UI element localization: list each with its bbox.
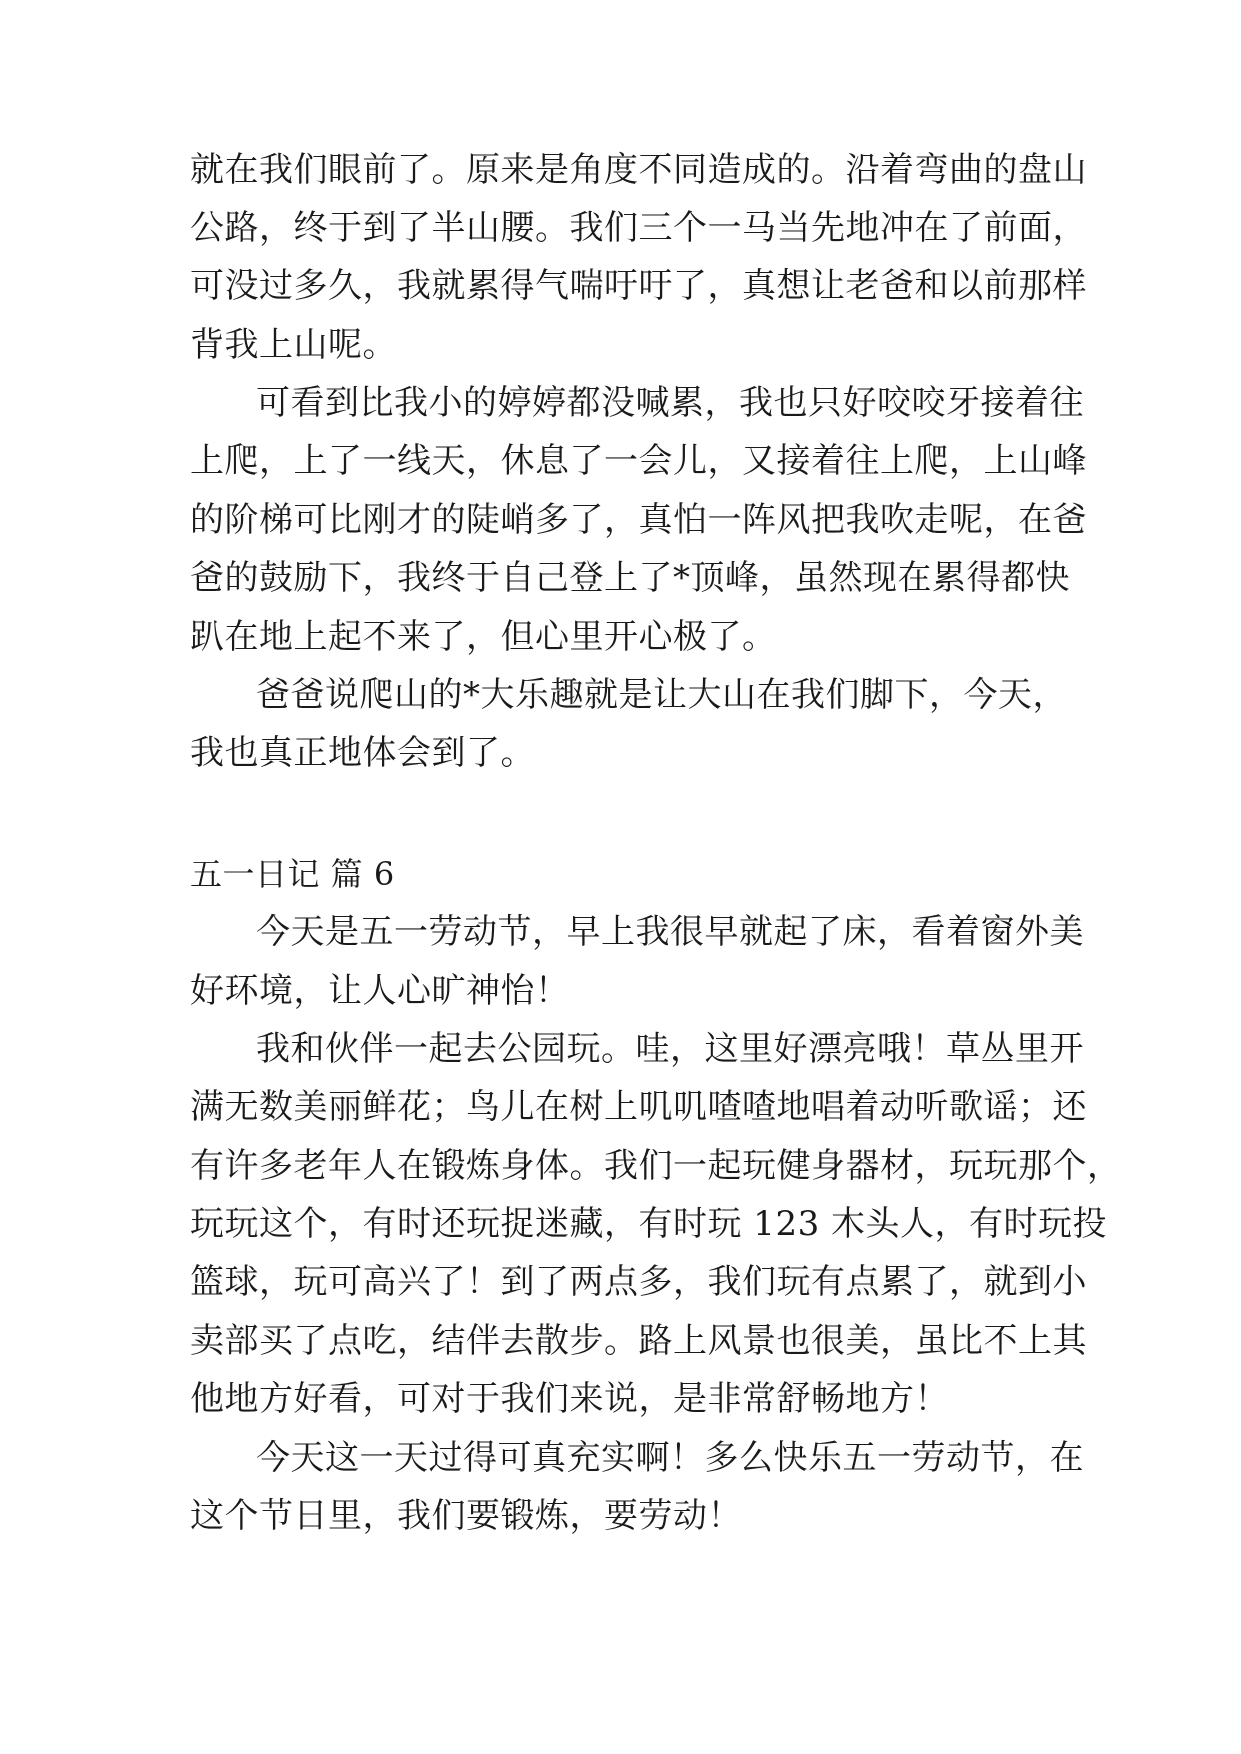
text-line: 爸的鼓励下，我终于自己登上了*顶峰，虽然现在累得都快 (190, 558, 1070, 598)
text-line: 上爬，上了一线天，休息了一会儿，又接着往上爬，上山峰 (190, 441, 1087, 481)
paragraph-first-line: 今天是五一劳动节，早上我很早就起了床，看着窗外美 (256, 912, 1084, 952)
text-line: 玩玩这个，有时还玩捉迷藏，有时玩 123 木头人，有时玩投 (190, 1204, 1108, 1244)
text-line: 我也真正地体会到了。 (190, 733, 535, 773)
text-line: 满无数美丽鲜花；鸟儿在树上叽叽喳喳地唱着动听歌谣；还 (190, 1087, 1087, 1127)
paragraph-first-line: 今天这一天过得可真充实啊！多么快乐五一劳动节，在 (256, 1438, 1084, 1478)
text-line: 篮球，玩可高兴了！到了两点多，我们玩有点累了，就到小 (190, 1262, 1087, 1302)
text-line: 的阶梯可比刚才的陡峭多了，真怕一阵风把我吹走呢，在爸 (190, 500, 1087, 540)
text-line: 卖部买了点吃，结伴去散步。路上风景也很美，虽比不上其 (190, 1321, 1087, 1361)
text-line: 趴在地上起不来了，但心里开心极了。 (190, 617, 777, 657)
text-line: 他地方好看，可对于我们来说，是非常舒畅地方！ (190, 1379, 949, 1419)
text-line: 背我上山呢。 (190, 325, 397, 365)
section-title: 五一日记 篇 6 (190, 855, 395, 893)
paragraph-first-line: 我和伙伴一起去公园玩。哇，这里好漂亮哦！草丛里开 (256, 1029, 1084, 1069)
paragraph-first-line: 爸爸说爬山的*大乐趣就是让大山在我们脚下，今天， (256, 675, 1067, 715)
text-line: 有许多老年人在锻炼身体。我们一起玩健身器材，玩玩那个， (190, 1146, 1122, 1186)
text-line: 公路，终于到了半山腰。我们三个一马当先地冲在了前面， (190, 208, 1087, 248)
text-line: 好环境，让人心旷神怡！ (190, 971, 570, 1011)
text-line: 这个节日里，我们要锻炼，要劳动！ (190, 1496, 742, 1536)
text-line: 就在我们眼前了。原来是角度不同造成的。沿着弯曲的盘山 (190, 150, 1087, 190)
paragraph-first-line: 可看到比我小的婷婷都没喊累，我也只好咬咬牙接着往 (256, 383, 1084, 423)
text-line: 可没过多久，我就累得气喘吁吁了，真想让老爸和以前那样 (190, 266, 1087, 306)
